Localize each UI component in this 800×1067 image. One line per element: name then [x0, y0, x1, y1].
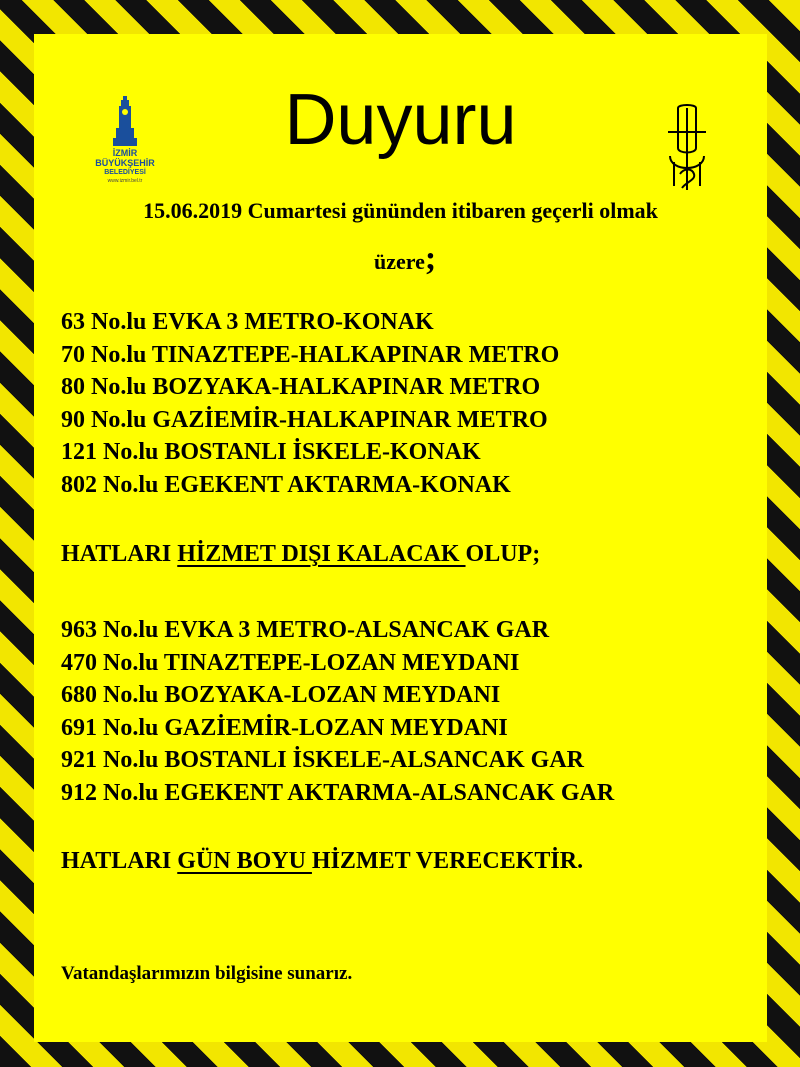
list-item: 121 No.lu BOSTANLI İSKELE-KONAK	[61, 439, 481, 465]
closed-routes-list	[61, 306, 559, 501]
statement-suffix: HİZMET VERECEKTİR.	[311, 848, 584, 874]
list-item: 80 No.lu BOZYAKA-HALKAPINAR METRO	[61, 374, 541, 400]
logo-website: www.izmir.bel.tr	[107, 178, 143, 184]
list-item: 691 No.lu GAZİEMİR-LOZAN MEYDANI	[61, 714, 508, 741]
statement-underlined: GÜN BOYU	[177, 848, 312, 874]
list-item: 921 No.lu BOSTANLI İSKELE-ALSANCAK GAR	[61, 747, 584, 773]
footer-note: Vatandaşlarımızın bilgisine sunarız.	[61, 963, 353, 984]
announcement-poster	[34, 34, 767, 1042]
statement-suffix: OLUP;	[465, 541, 541, 567]
statement-prefix: HATLARI	[61, 541, 178, 567]
all-day-service-statement	[61, 848, 583, 875]
list-item: 470 No.lu TINAZTEPE-LOZAN MEYDANI	[61, 649, 520, 676]
list-item: 63 No.lu EVKA 3 METRO-KONAK	[61, 309, 434, 335]
list-item: 680 No.lu BOZYAKA-LOZAN MEYDANI	[61, 682, 501, 708]
logo-metropolitan: BÜYÜKŞEHİR	[95, 158, 155, 168]
list-item: 70 No.lu TINAZTEPE-HALKAPINAR METRO	[61, 341, 560, 368]
statement-underlined: HİZMET DIŞI KALACAK	[177, 541, 466, 567]
out-of-service-statement	[61, 541, 540, 568]
intro-word: üzere	[374, 249, 425, 274]
list-item: 90 No.lu GAZİEMİR-HALKAPINAR METRO	[61, 406, 548, 433]
page-title: Duyuru	[284, 80, 517, 160]
list-item: 802 No.lu EGEKENT AKTARMA-KONAK	[61, 471, 511, 498]
intro-line-1: 15.06.2019 Cumartesi gününden itibaren geçerli olmak	[143, 198, 658, 223]
logo-municipality: BELEDİYESİ	[104, 169, 146, 176]
intro-line-2	[374, 240, 436, 278]
list-item: 912 No.lu EGEKENT AKTARMA-ALSANCAK GAR	[61, 779, 615, 806]
logo-city-name: İZMİR	[112, 148, 138, 158]
statement-prefix: HATLARI	[61, 848, 178, 874]
list-item: 963 No.lu EVKA 3 METRO-ALSANCAK GAR	[61, 617, 550, 643]
intro-semicolon: ;	[424, 240, 437, 277]
active-routes-list	[61, 614, 614, 809]
